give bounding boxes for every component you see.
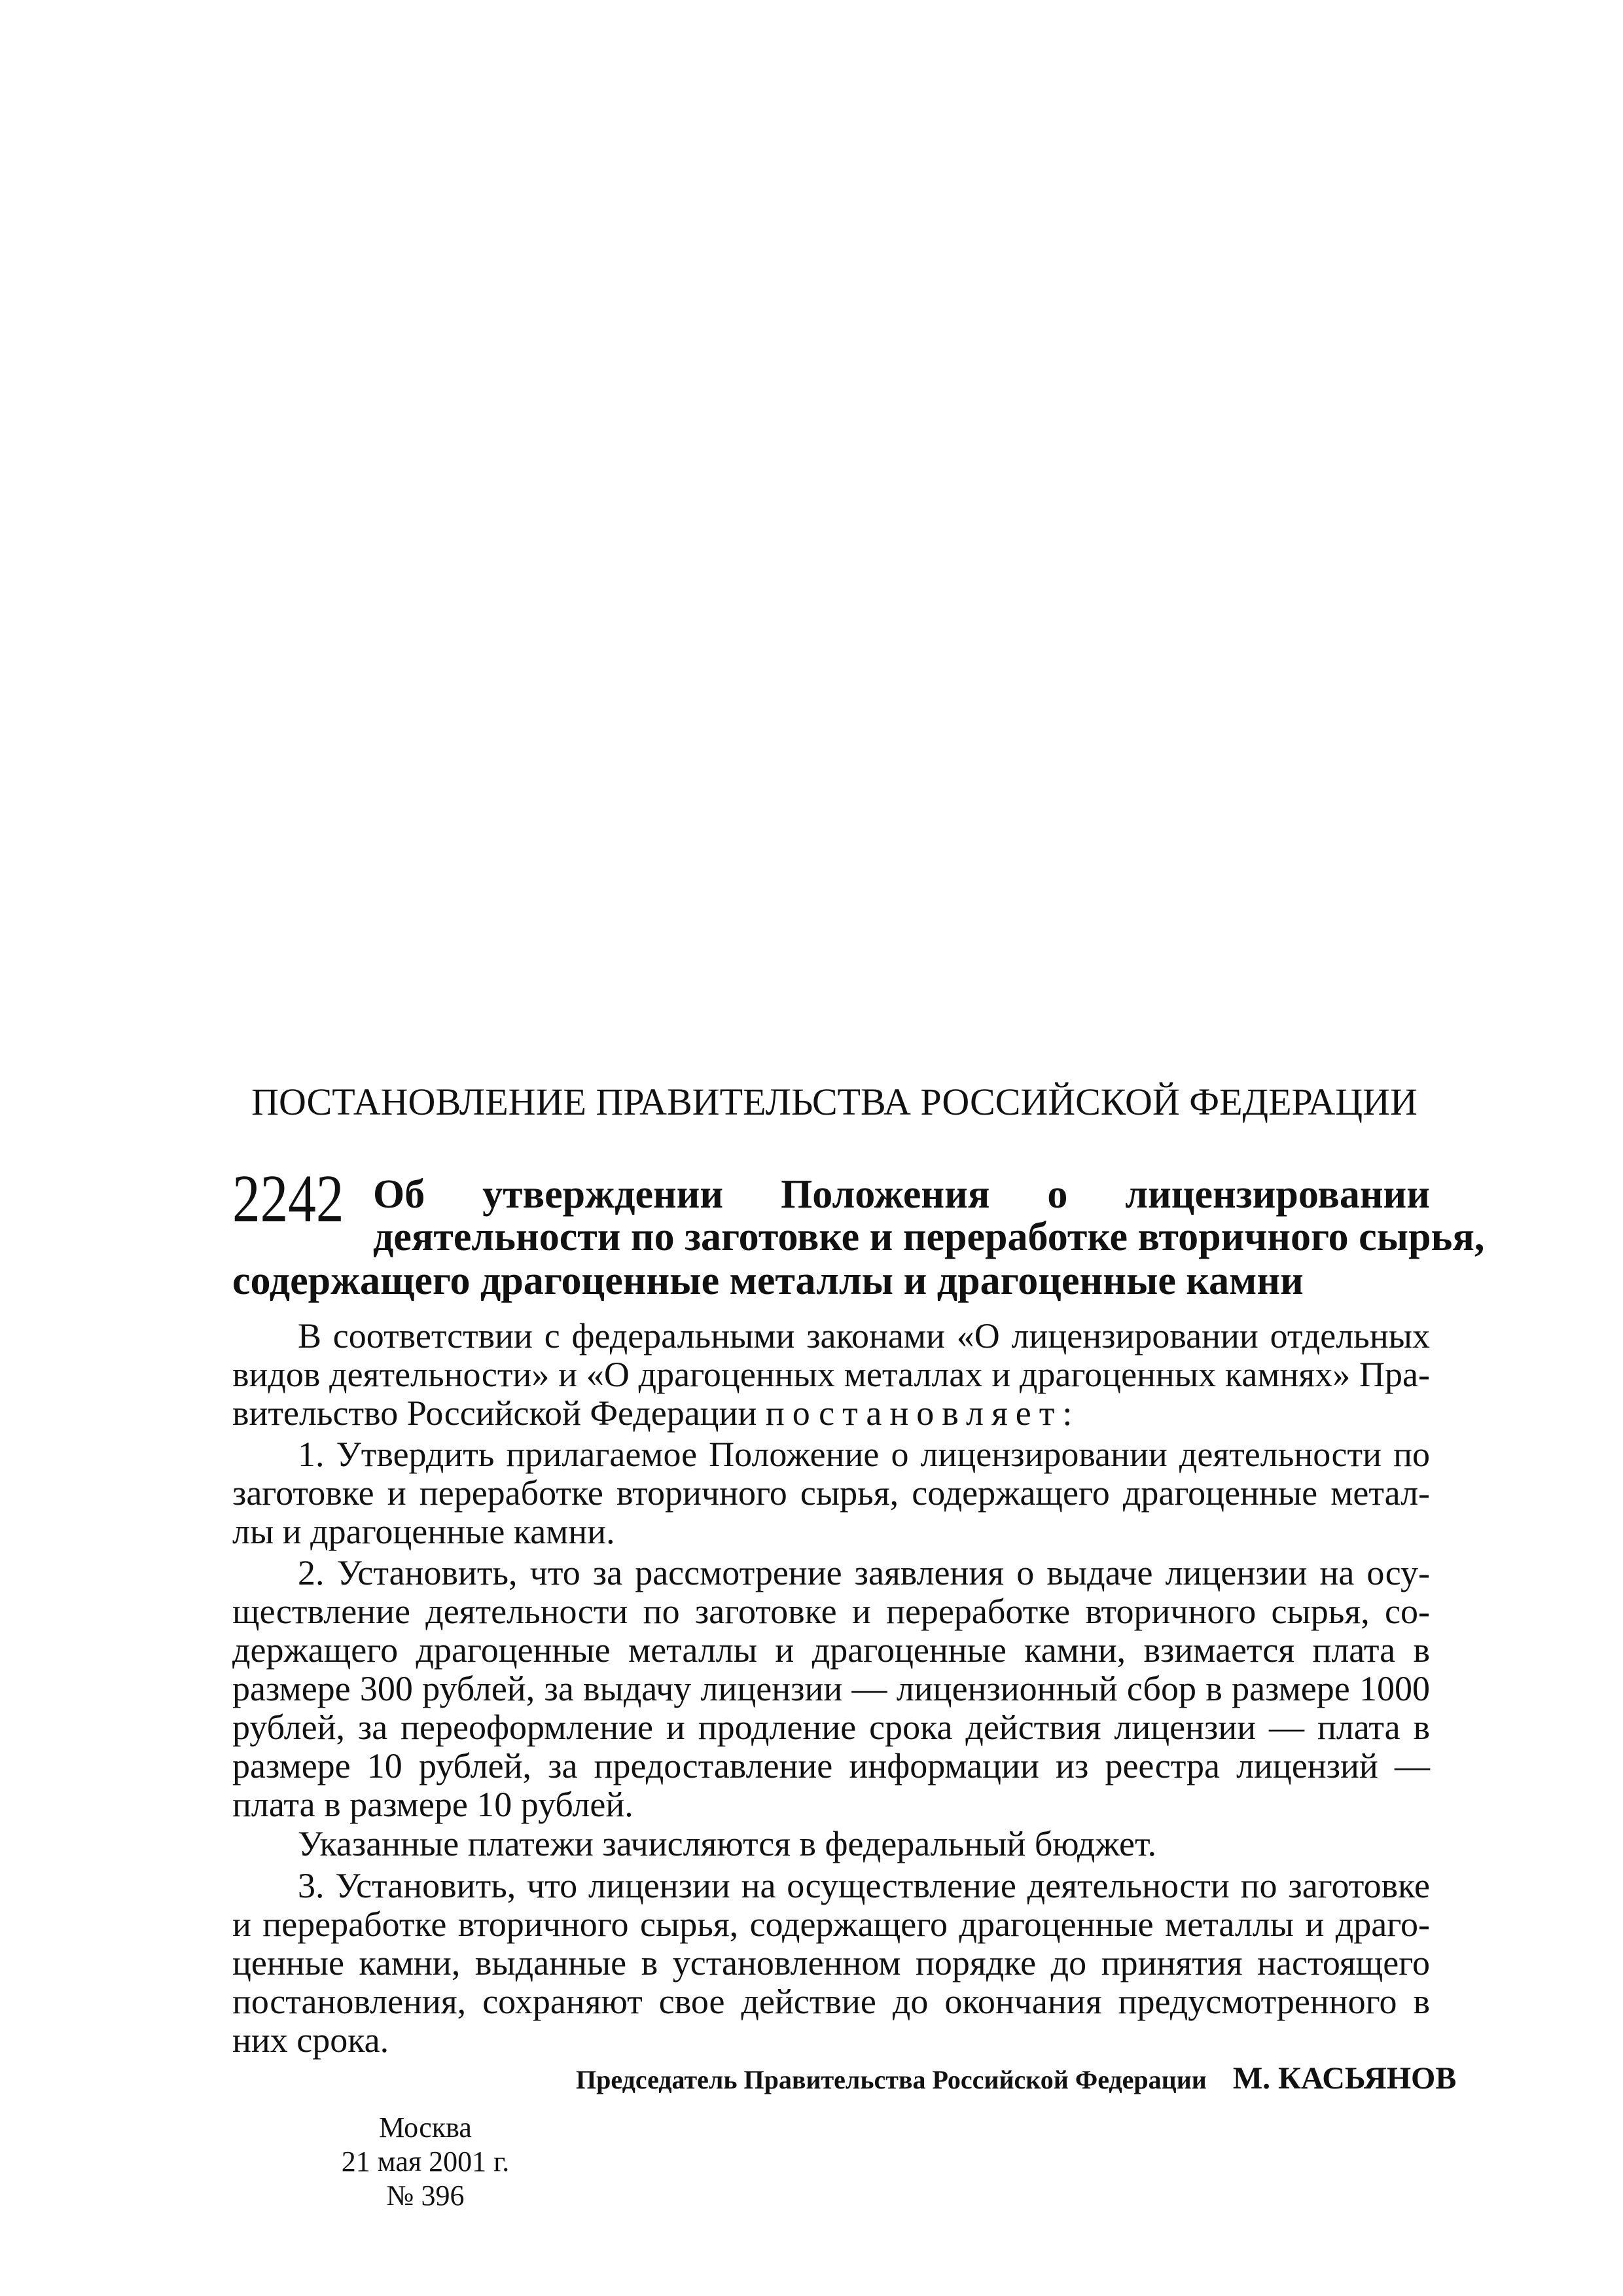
title-line-3: содержащего драгоценные металлы и драгоценные камни (232, 1259, 1304, 1303)
signatory-name: М. КАСЬЯНОВ (1232, 2061, 1457, 2096)
item-line: ществление деятельности по заготовке и переработке вторичного сырья, со- (232, 1592, 1430, 1631)
decree-keyword: постановляет: (765, 1393, 1080, 1433)
item-line: держащего драгоценные металлы и драгоценные камни, взимается плата в (232, 1630, 1430, 1670)
document-heading: ПОСТАНОВЛЕНИЕ ПРАВИТЕЛЬСТВА РОССИЙСКОЙ ФЕДЕРАЦИИ (251, 1081, 1418, 1123)
signatory-role: Председатель Правительства Российской Федерации (576, 2065, 1207, 2094)
item-line: 3. Установить, что лицензии на осуществление деятельности по заготовке (298, 1866, 1430, 1905)
item-line: ценные камни, выданные в установленном порядке до принятия настоящего (232, 1943, 1430, 1982)
item-line: рублей, за переоформление и продление срока действия лицензии — плата в (232, 1708, 1430, 1747)
preamble-line-text: вительство Российской Федерации (232, 1393, 766, 1433)
signature-block (576, 2060, 1457, 2096)
title-line-2: деятельности по заготовке и переработке вторичного сырья, (373, 1215, 1485, 1259)
preamble-line: В соответствии с федеральными законами «О лицензировании отдельных (298, 1316, 1430, 1355)
item-2-paragraph (232, 1554, 1430, 1824)
place: Москва (379, 2111, 472, 2144)
title-line-1: Об утверждении Положения о лицензировании (373, 1172, 1430, 1217)
preamble-line: видов деятельности» и «О драгоценных металлах и драгоценных камнях» Пра- (232, 1355, 1430, 1394)
item-line: и переработке вторичного сырья, содержащего драгоценные металлы и драго- (232, 1905, 1430, 1944)
item-line: плата в размере 10 рублей. (232, 1785, 633, 1824)
item-line: заготовке и переработке вторичного сырья, содержащего драгоценные метал- (232, 1473, 1430, 1513)
item-1-paragraph (232, 1435, 1430, 1551)
item-line: Указанные платежи зачисляются в федеральный бюджет. (298, 1824, 1156, 1863)
item-line: лы и драгоценные камни. (232, 1512, 615, 1551)
document-number: 2242 (232, 1161, 344, 1236)
item-line: размере 10 рублей, за предоставление информации из реестра лицензий — (232, 1746, 1430, 1785)
item-line: 2. Установить, что за рассмотрение заявления о выдаче лицензии на осу- (298, 1553, 1430, 1592)
preamble-line (232, 1394, 1430, 1433)
item-3-paragraph (232, 1867, 1430, 2060)
item-line: размере 300 рублей, за выдачу лицензии — лицензионный сбор в размере 1000 (232, 1669, 1430, 1708)
preamble-paragraph (232, 1317, 1430, 1433)
registration-number: № 396 (386, 2179, 465, 2212)
date: 21 мая 2001 г. (341, 2145, 510, 2178)
place-date-block (294, 2111, 556, 2213)
payments-paragraph (232, 1825, 1430, 1863)
item-line: 1. Утвердить прилагаемое Положение о лицензировании деятельности по (298, 1435, 1430, 1474)
item-line: них срока. (232, 2020, 389, 2060)
item-line: постановления, сохраняют свое действие до окончания предусмотренного в (232, 1982, 1430, 2021)
